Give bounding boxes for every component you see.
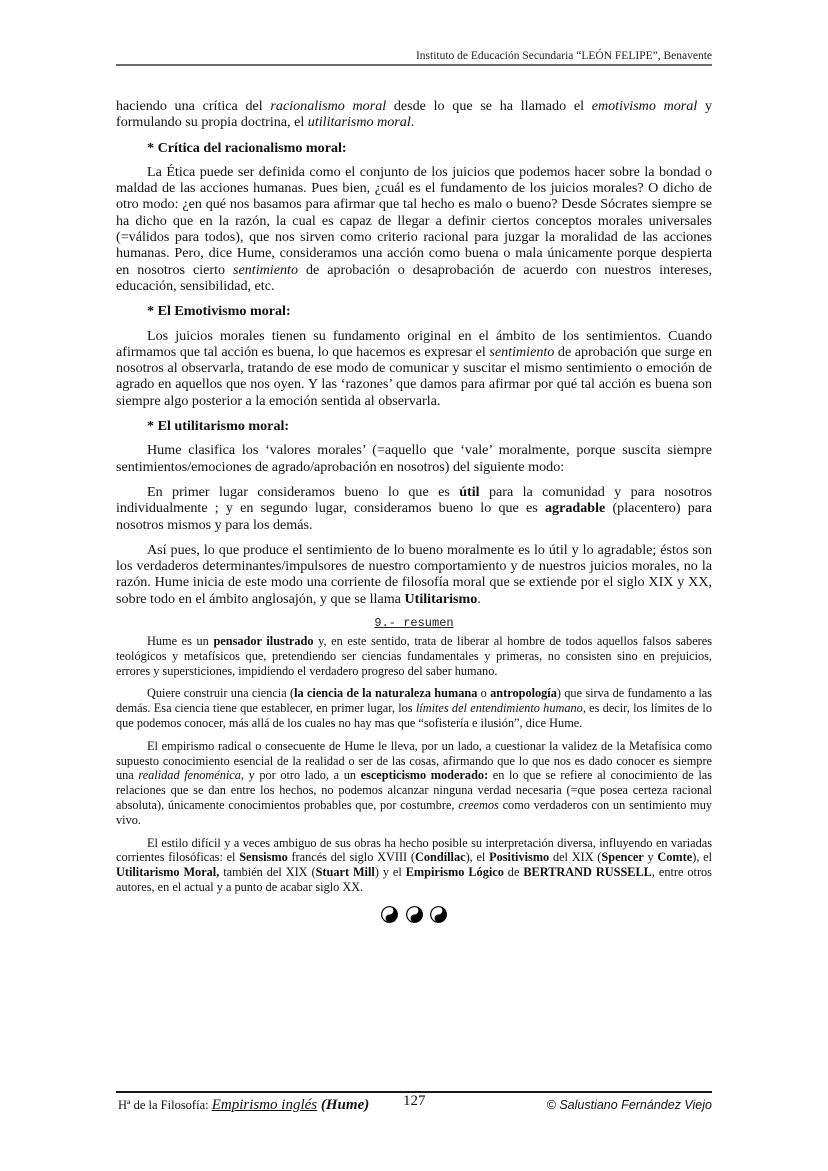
- course-title: Empirismo inglés: [211, 1097, 318, 1113]
- emotivismo-paragraph: [116, 328, 712, 409]
- bold-term: Positivismo: [489, 850, 550, 865]
- text: , y por otro lado, a un: [240, 768, 361, 783]
- text: haciendo una crítica del: [116, 98, 271, 114]
- end-ornament: [116, 903, 712, 925]
- bold-term: Stuart Mill: [315, 865, 375, 880]
- text: de aprobación que surge en nosotros al observarla, tratando de ese modo de comunicar y suscitar el mismo sentimiento o emoción de agrado en aquellos que nos oyen. Y las ‘razones’ que damos para afirmar por qué tal acción es buena son siempre algo posterior a la emoción sentida al observarla.: [116, 343, 712, 409]
- bold-term: Spencer: [601, 850, 644, 865]
- text: ) y el: [374, 865, 406, 880]
- text: en lo que se refiere al conocimiento de las relaciones que se dan entre los hechos, no podemos alcanzar ninguna verdad necesaria (=que posea certeza racional absoluta), únicamente conocimientos probables que, por costumbre,: [116, 768, 712, 812]
- text: y formulando su propia doctrina, el: [116, 98, 712, 131]
- text: .: [410, 114, 415, 131]
- yin-yang-icon: [381, 906, 398, 923]
- text: , entre otros autores, en el actual y a punto de acabar siglo XX.: [116, 865, 712, 894]
- text: Los juicios morales tienen su fundamento original en el ámbito de los sentimientos. Cuando afirmamos que tal acción es buena, lo que hacemos es expresar el: [116, 327, 712, 360]
- bold-term: útil: [459, 483, 480, 500]
- emphasis: sentimiento: [233, 261, 298, 278]
- text: de: [503, 865, 524, 880]
- bold-term: Comte: [657, 850, 693, 865]
- summary-paragraph-1: [116, 634, 712, 678]
- bold-term: Utilitarismo: [404, 590, 478, 607]
- emphasis: racionalismo moral: [270, 98, 387, 114]
- bold-term: pensador ilustrado: [213, 634, 314, 649]
- critica-paragraph: [116, 164, 712, 294]
- text: .: [477, 590, 481, 607]
- footer-course-label: [118, 1097, 369, 1114]
- text: Así pues, lo que produce el sentimiento de lo bueno moralmente es lo útil y lo agradable; éstos son los verdaderos determinantes/impulsores de nuestro comportamiento y de nuestros juicios morales, no la razón. Hume inicia de este modo una corriente de filosofía moral que se extiende por el siglo XIX y XX, sobre todo en el ámbito anglosajón, y que se llama: [116, 541, 712, 607]
- section-heading-utilitarismo: * El utilitarismo moral:: [147, 418, 290, 435]
- utilitarismo-paragraph-1: Hume clasifica los ‘valores morales’ (=aquello que ‘vale’ moralmente, porque suscita siempre sentimientos/emociones de agrado/aprobación en nosotros) del siguiente modo:: [116, 442, 712, 475]
- author-name: (Hume): [317, 1097, 370, 1113]
- utilitarismo-paragraph-3: [116, 542, 712, 607]
- text: La Ética puede ser definida como el conjunto de los juicios que podemos hacer sobre la bondad o maldad de las acciones humanas. Pues bien, ¿cuál es el fundamento de los juicios morales? O dicho de otro modo: ¿en qué nos basamos para afirmar que tal hecho es malo o bueno? Desde Sócrates siempre se ha dicho que en la razón, la cual es capaz de llegar a definir ciertos conceptos morales universales (=válidos para todos), que nos sirven como criterio racional para juzgar la moralidad de las acciones humanas. Pero, dice Hume, consideramos una acción como buena o mala únicamente porque despierta en nosotros cierto: [116, 163, 712, 278]
- emphasis: creemos: [458, 797, 499, 812]
- bold-term: BERTRAND RUSSELL: [523, 865, 652, 880]
- header-rule: [116, 64, 712, 66]
- bold-term: Empirismo Lógico: [405, 865, 504, 880]
- section-heading-emotivismo: * El Emotivismo moral:: [147, 303, 291, 320]
- emphasis: realidad fenoménica: [138, 768, 241, 783]
- emphasis: sentimiento: [489, 343, 555, 360]
- text: francés del siglo XVIII (: [287, 850, 415, 865]
- text: Hª de la Filosofía:: [118, 1098, 212, 1112]
- text: El empirismo radical o consecuente de Hume le lleva, por un lado, a cuestionar la validez de la Metafísica como supuesto conocimiento esencial de la realidad o ser de las cosas, afirmando que lo que nos es dado conocer es siempre una: [116, 738, 712, 783]
- text: desde lo que se ha llamado el: [386, 98, 592, 114]
- text: ) que sirva de fundamento a las demás. Esa ciencia tiene que establecer, en primer lugar, los: [116, 686, 712, 716]
- emphasis: emotivismo moral: [591, 98, 698, 114]
- text: ), el: [692, 850, 712, 865]
- text: ), el: [465, 850, 490, 865]
- summary-paragraph-3: [116, 739, 712, 828]
- text: El estilo difícil y a veces ambiguo de sus obras ha hecho posible su interpretación diversa, influyendo en variadas corrientes filosóficas: el: [116, 835, 712, 865]
- bold-term: escepticismo moderado:: [360, 768, 489, 783]
- page-body: [116, 98, 712, 925]
- bold-term: Utilitarismo Moral,: [116, 865, 220, 880]
- text: y: [643, 850, 658, 865]
- footer-copyright: © Salustiano Fernández Viejo: [546, 1098, 712, 1112]
- summary-paragraph-4: [116, 836, 712, 895]
- text: En primer lugar consideramos bueno lo que es: [147, 483, 460, 500]
- text: o: [477, 686, 491, 701]
- text: del XIX (: [549, 850, 602, 865]
- text: Quiere construir una ciencia (: [147, 686, 295, 701]
- page-number: 127: [403, 1093, 426, 1109]
- text: , es decir, los límites de lo que podemos conocer, más allá de los cuales no hay mas que “sofistería e ilusión”, dice Hume.: [116, 701, 712, 730]
- bold-term: agradable: [544, 500, 606, 517]
- text: y, en este sentido, trata de liberar al hombre de todos aquellos falsos saberes teológicos y metafísicos que, pretendiendo ser ciencias fundamentales y primeras, no consisten sino en prejuicios, errores y supersticiones, impidiendo el verdadero progreso del saber humano.: [116, 634, 712, 678]
- bold-term: antropología: [490, 686, 557, 701]
- text: (placentero) para nosotros mismos y para los demás.: [116, 500, 712, 533]
- section-heading-critica: * Crítica del racionalismo moral:: [147, 139, 347, 156]
- yin-yang-icon: [406, 906, 423, 923]
- emphasis: límites del entendimiento humano: [415, 701, 583, 716]
- page-header-institution: Instituto de Educación Secundaria “LEÓN FELIPE”, Benavente: [415, 50, 712, 62]
- text: Hume es un: [147, 634, 214, 649]
- bold-term: la ciencia de la naturaleza humana: [294, 686, 478, 701]
- emphasis: utilitarismo moral: [307, 114, 411, 131]
- text: para la comunidad y para nosotros individualmente ; y en segundo lugar, consideramos bueno lo que es: [116, 483, 712, 517]
- text: de aprobación o desaprobación de acuerdo con nuestros intereses, educación, sensibilidad, etc.: [116, 261, 712, 294]
- text: también del XIX (: [219, 865, 316, 880]
- intro-paragraph: [116, 98, 712, 131]
- bold-term: Condillac: [414, 850, 466, 865]
- yin-yang-icon: [430, 906, 447, 923]
- bold-term: Sensismo: [239, 850, 288, 865]
- utilitarismo-paragraph-2: [116, 484, 712, 533]
- summary-title: 9.- resumen: [374, 616, 454, 631]
- summary-paragraph-2: [116, 686, 712, 730]
- text: como verdaderos con un sentimiento muy vivo.: [116, 797, 713, 827]
